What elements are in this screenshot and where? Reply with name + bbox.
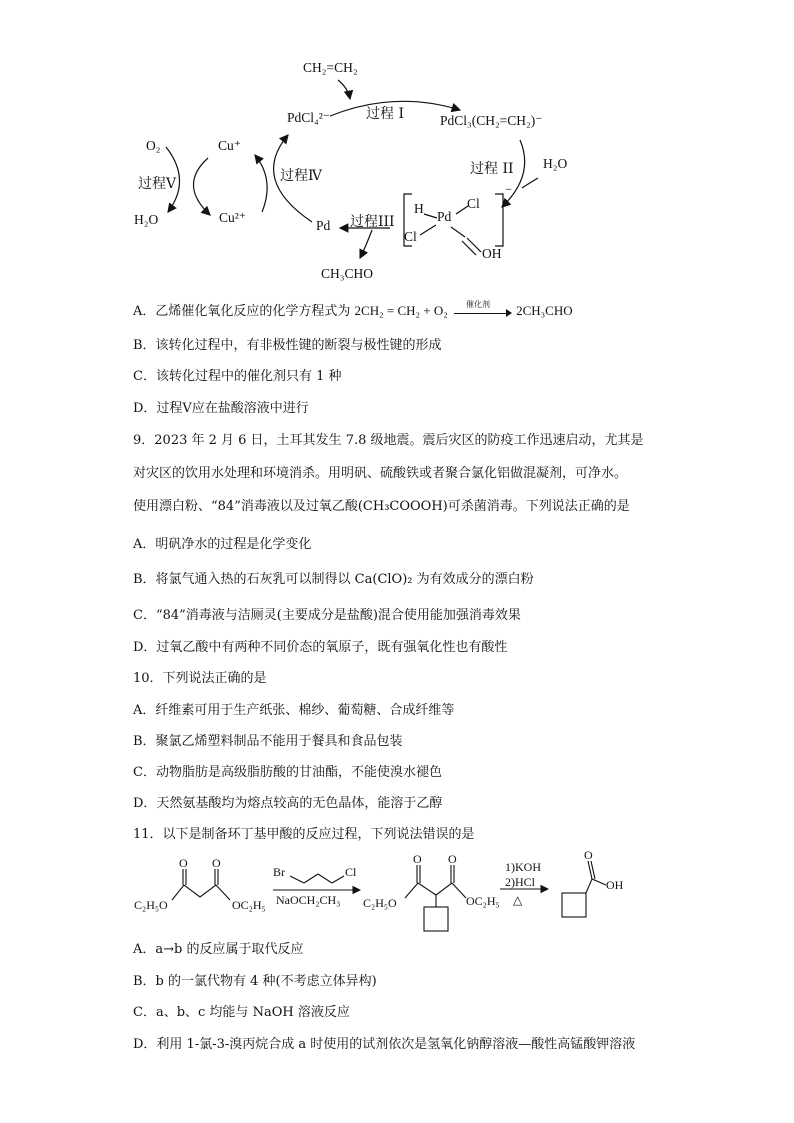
q8-option-d: D．过程Ⅴ应在盐酸溶液中进行 xyxy=(133,401,309,416)
cu-plus-label: Cu⁺ xyxy=(218,138,241,153)
process1-label: 过程 I xyxy=(366,106,404,122)
compound-c-oh: OH xyxy=(606,878,624,892)
complex-charge: ⁻ xyxy=(505,184,513,199)
process2-label: 过程 II xyxy=(470,161,514,177)
q11-option-c: C．a、b、c 均能与 NaOH 溶液反应 xyxy=(133,1005,350,1020)
catalytic-cycle-diagram xyxy=(0,0,794,300)
ch3cho-label: CH₃CHO xyxy=(321,266,373,281)
q9-stem-line2: 对灾区的饮用水处理和环境消杀。用明矾、硫酸铁或者聚合氯化铝做混凝剂，可净水。 xyxy=(133,466,628,481)
compound-b-left-group: C₂H₅O xyxy=(363,896,397,910)
q10-option-b: B．聚氯乙烯塑料制品不能用于餐具和食品包装 xyxy=(133,734,403,749)
compound-b-right-group: OC₂H₅ xyxy=(466,894,500,908)
compound-c-structure xyxy=(562,861,606,917)
process4-label: 过程Ⅳ xyxy=(280,168,322,184)
complex-cl2: Cl xyxy=(404,229,417,244)
q11-stem: 11．以下是制备环丁基甲酸的反应过程，下列说法错误的是 xyxy=(133,827,475,842)
q8-a-catalyst-arrow xyxy=(452,299,512,319)
compound-a-structure xyxy=(172,869,230,900)
compound-b-structure xyxy=(405,865,466,931)
compound-b-carbonyl-o2: O xyxy=(448,852,457,866)
complex-right-bracket xyxy=(495,194,503,246)
ethylene-in-arrow xyxy=(338,80,350,99)
reagent-br: Br xyxy=(273,865,285,879)
step1-reagent: 1)KOH xyxy=(505,860,541,874)
step2-reagent: 2)HCl xyxy=(505,875,535,889)
q8-option-b: B．该转化过程中，有非极性键的断裂与极性键的形成 xyxy=(133,338,442,353)
h2o-out-label: H₂O xyxy=(134,212,159,227)
complex-oh: OH xyxy=(482,246,502,261)
o2-label: O₂ xyxy=(146,138,161,153)
h2o-in-label: H₂O xyxy=(543,156,568,171)
q8-option-c: C．该转化过程中的催化剂只有 1 种 xyxy=(133,369,342,384)
q11-reaction-scheme xyxy=(0,845,794,935)
heat-symbol: △ xyxy=(513,893,523,907)
compound-a-left-group: C₂H₅O xyxy=(134,898,168,912)
reagent-base: NaOCH₂CH₃ xyxy=(276,893,341,907)
reagent-cl: Cl xyxy=(345,865,357,879)
q8-a-catalyst-label: 催化剂 xyxy=(465,299,490,309)
cu-reduction-arrow xyxy=(255,155,267,212)
compound-a-carbonyl-o1: O xyxy=(179,856,188,870)
pdcl4-label: PdCl₄²⁻ xyxy=(287,110,330,125)
process3-label: 过程III xyxy=(350,214,395,230)
q9-stem-line1: 9．2023 年 2 月 6 日，土耳其发生 7.8 级地震。震后灾区的防疫工作迅速启动，尤其是 xyxy=(133,433,644,448)
q8-a-eq-left: 2CH₂ = CH₂ + O₂ xyxy=(354,303,448,318)
ch3cho-out-arrow xyxy=(360,230,372,258)
process5-label: 过程Ⅴ xyxy=(138,176,177,192)
q9-option-d: D．过氧乙酸中有两种不同价态的氧原子，既有强氧化性也有酸性 xyxy=(133,640,508,655)
q11-option-a: A．a→b 的反应属于取代反应 xyxy=(133,942,304,957)
pdcl3-label: PdCl₃(CH₂=CH₂)⁻ xyxy=(440,113,543,128)
q8-option-a xyxy=(133,299,573,321)
q10-option-a: A．纤维素可用于生产纸张、棉纱、葡萄糖、合成纤维等 xyxy=(133,703,455,718)
q9-stem-line3: 使用漂白粉、“84”消毒液以及过氧乙酸(CH₃COOOH)可杀菌消毒。下列说法正确的是 xyxy=(133,499,630,514)
q10-stem: 10．下列说法正确的是 xyxy=(133,671,267,686)
q11-option-d: D．利用 1-氯-3-溴丙烷合成 a 时使用的试剂依次是氢氧化钠醇溶液—酸性高锰酸钾溶液 xyxy=(133,1037,636,1052)
complex-cl1: Cl xyxy=(467,196,480,211)
q8-a-prefix: A．乙烯催化氧化反应的化学方程式为 xyxy=(133,304,351,319)
q10-option-d: D．天然氨基酸均为熔点较高的无色晶体，能溶于乙醇 xyxy=(133,796,443,811)
q9-option-c: C．“84”消毒液与洁厕灵(主要成分是盐酸)混合使用能加强消毒效果 xyxy=(133,608,521,623)
complex-pd: Pd xyxy=(437,209,452,224)
compound-a-carbonyl-o2: O xyxy=(212,856,221,870)
q9-option-a: A．明矾净水的过程是化学变化 xyxy=(133,537,312,552)
compound-c-carbonyl-o: O xyxy=(584,848,593,862)
pd-label: Pd xyxy=(316,218,331,233)
cu2-label: Cu²⁺ xyxy=(219,210,246,225)
ethylene-label: CH₂=CH₂ xyxy=(303,60,358,75)
compound-a-right-group: OC₂H₅ xyxy=(232,898,266,912)
bromochloropropane-structure xyxy=(290,874,344,883)
q9-option-b: B．将氯气通入热的石灰乳可以制得以 Ca(ClO)₂ 为有效成分的漂白粉 xyxy=(133,572,534,587)
q10-option-c: C．动物脂肪是高级脂肪酸的甘油酯，不能使溴水褪色 xyxy=(133,765,442,780)
q11-option-b: B．b 的一氯代物有 4 种(不考虑立体异构) xyxy=(133,974,377,989)
h2o-in-arrow xyxy=(522,178,538,188)
q8-a-eq-right: 2CH₃CHO xyxy=(516,303,573,318)
cu-oxidation-arrow xyxy=(193,158,210,215)
complex-h: H xyxy=(414,201,424,216)
compound-b-carbonyl-o1: O xyxy=(413,852,422,866)
